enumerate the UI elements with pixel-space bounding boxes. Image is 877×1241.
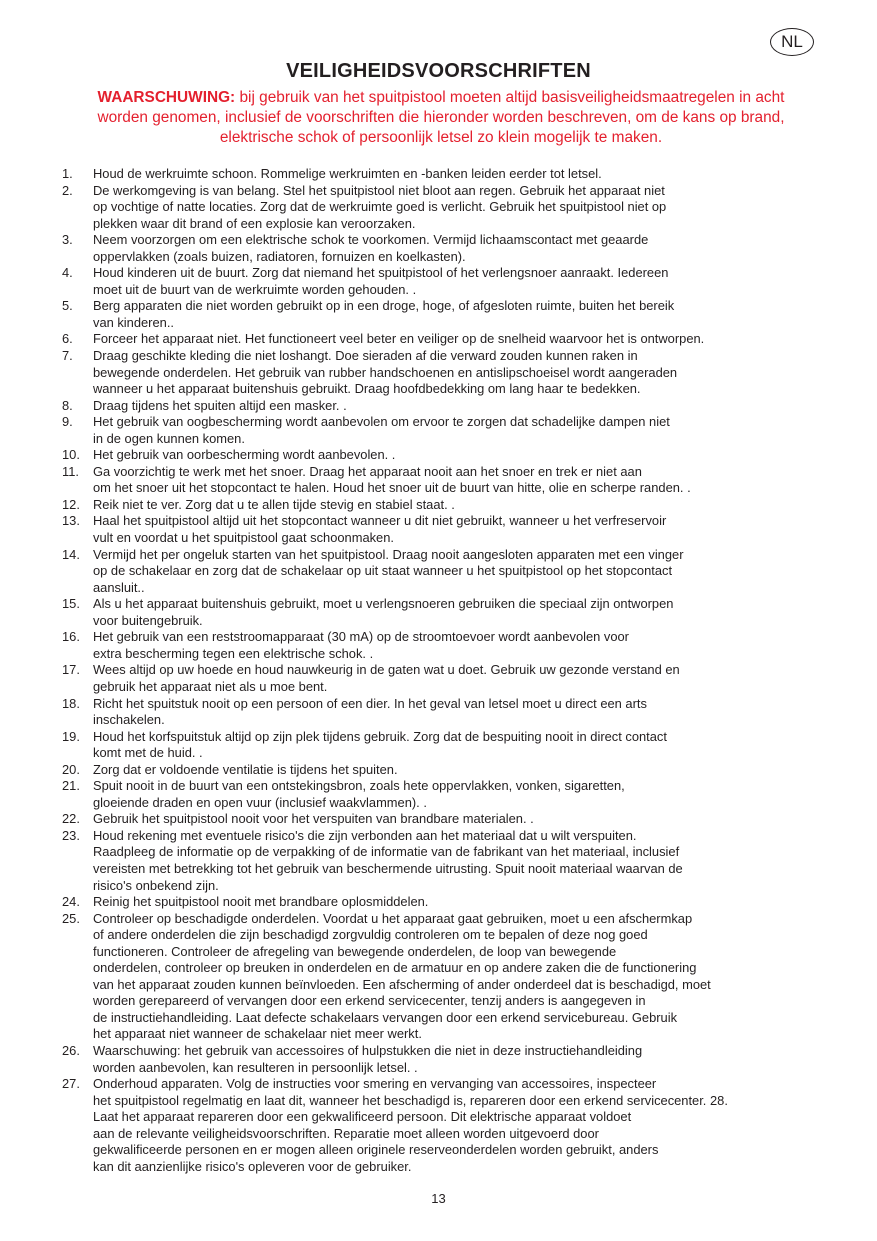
- list-item: [62, 447, 822, 464]
- list-item-line: Laat het apparaat repareren door een gekwalificeerd persoon. Dit elektrische apparaat voldoet: [93, 1109, 632, 1125]
- list-item-text: [93, 166, 822, 183]
- list-item-text: [93, 696, 822, 729]
- list-item-number: 2.: [62, 182, 73, 198]
- list-item-line: kan dit aanzienlijke risico's opleveren voor de gebruiker.: [93, 1158, 412, 1174]
- list-item-line: gebruik het apparaat niet als u moe bent.: [93, 678, 328, 694]
- list-item: [62, 1076, 822, 1175]
- warning-line-3: elektrische schok of persoonlijk letsel zo klein mogelijk te maken.: [219, 129, 663, 146]
- list-item-line: op de schakelaar en zorg dat de schakelaar op uit staat wanneer u het spuitpistool op het stopcontact: [93, 563, 673, 579]
- list-item-number: 20.: [62, 761, 80, 777]
- list-item-number: 16.: [62, 629, 80, 645]
- warning-line-1-text: bij gebruik van het spuitpistool moeten altijd basisveiligheidsmaatregelen in acht: [235, 89, 785, 106]
- list-item-number: 7.: [62, 348, 73, 364]
- list-item: [62, 1043, 822, 1076]
- list-item-line: Berg apparaten die niet worden gebruikt op in een droge, hoge, of afgesloten ruimte, buiten het bereik: [93, 298, 675, 314]
- list-item-line: De werkomgeving is van belang. Stel het spuitpistool niet bloot aan regen. Gebruik het apparaat niet: [93, 182, 665, 198]
- list-item-line: Draag tijdens het spuiten altijd een masker. .: [93, 397, 347, 413]
- list-item-text: [93, 828, 822, 894]
- list-item-text: [93, 729, 822, 762]
- list-item-line: Reinig het spuitpistool nooit met brandbare oplosmiddelen.: [93, 894, 429, 910]
- list-item: [62, 662, 822, 695]
- list-item-number: 3.: [62, 232, 73, 248]
- list-item: [62, 828, 822, 894]
- list-item-number: 9.: [62, 414, 73, 430]
- list-item-line: extra bescherming tegen een elektrische schok. .: [93, 645, 374, 661]
- list-item: [62, 911, 822, 1043]
- list-item-line: de instructiehandleiding. Laat defecte schakelaars vervangen door een erkend servicebureau. Gebruik: [93, 1009, 678, 1025]
- page-title: VEILIGHEIDSVOORSCHRIFTEN: [286, 60, 591, 82]
- list-item-line: van het apparaat zouden kunnen beïnvloeden. Een afscherming of ander onderdeel dat is beschadigd, moet: [93, 976, 711, 992]
- list-item: [62, 513, 822, 546]
- list-item: [62, 298, 822, 331]
- list-item: [62, 778, 822, 811]
- list-item: [62, 762, 822, 779]
- list-item-text: [93, 298, 822, 331]
- list-item-line: bewegende onderdelen. Het gebruik van rubber handschoenen en antislipschoeisel wordt aangeraden: [93, 364, 678, 380]
- list-item-text: [93, 398, 822, 415]
- list-item-text: [93, 894, 822, 911]
- list-item-line: gloeiende draden en open vuur (inclusief waakvlammen). .: [93, 794, 427, 810]
- list-item-line: onderdelen, controleer op breuken in onderdelen en de armatuur en op andere zaken die de functionering: [93, 960, 697, 976]
- list-item-line: komt met de huid. .: [93, 745, 203, 761]
- list-item-number: 5.: [62, 298, 73, 314]
- list-item-text: [93, 348, 822, 398]
- list-item-line: het apparaat niet wanneer de schakelaar niet meer werkt.: [93, 1026, 422, 1042]
- page-number: 13: [431, 1191, 446, 1206]
- list-item-line: Zorg dat er voldoende ventilatie is tijdens het spuiten.: [93, 761, 398, 777]
- list-item-line: Waarschuwing: het gebruik van accessoires of hulpstukken die niet in deze instructiehandleiding: [93, 1042, 643, 1058]
- list-item-number: 4.: [62, 265, 73, 281]
- list-item-line: oppervlakken (zoals buizen, radiatoren, fornuizen en koelkasten).: [93, 248, 466, 264]
- list-item-text: [93, 1043, 822, 1076]
- warning-lead: WAARSCHUWING:: [97, 89, 236, 106]
- list-item-line: of andere onderdelen die zijn beschadigd zorgvuldig controleren om te bepalen of deze nog goed: [93, 927, 648, 943]
- list-item-line: risico's onbekend zijn.: [93, 877, 219, 893]
- list-item: [62, 398, 822, 415]
- list-item: [62, 596, 822, 629]
- list-item-number: 17.: [62, 662, 80, 678]
- list-item: [62, 547, 822, 597]
- language-badge: NL: [770, 28, 814, 56]
- list-item-number: 13.: [62, 513, 80, 529]
- list-item-number: 10.: [62, 447, 80, 463]
- list-item-text: [93, 265, 822, 298]
- list-item-number: 19.: [62, 728, 80, 744]
- list-item: [62, 894, 822, 911]
- list-item-number: 22.: [62, 811, 80, 827]
- list-item-line: vereisten met betrekking tot het gebruik van beschermende uitrusting. Spuit nooit materiaal waarvan de: [93, 860, 683, 876]
- list-item-line: worden gerepareerd of vervangen door een erkend servicecenter, tenzij anders is aangegeven in: [93, 993, 646, 1009]
- list-item-number: 14.: [62, 546, 80, 562]
- list-item: [62, 497, 822, 514]
- list-item: [62, 696, 822, 729]
- list-item-number: 6.: [62, 331, 73, 347]
- list-item-text: [93, 596, 822, 629]
- list-item-number: 23.: [62, 827, 80, 843]
- list-item-line: Het gebruik van een reststroomapparaat (30 mA) op de stroomtoevoer wordt aanbevolen voor: [93, 629, 629, 645]
- list-item-text: [93, 1076, 822, 1175]
- list-item: [62, 331, 822, 348]
- list-item: [62, 464, 822, 497]
- list-item-line: Onderhoud apparaten. Volg de instructies voor smering en vervanging van accessoires, inspecteer: [93, 1076, 657, 1092]
- list-item-text: [93, 811, 822, 828]
- list-item-line: Gebruik het spuitpistool nooit voor het verspuiten van brandbare materialen. .: [93, 811, 534, 827]
- list-item-line: inschakelen.: [93, 712, 165, 728]
- list-item-line: Draag geschikte kleding die niet loshangt. Doe sieraden af die verward zouden kunnen raken in: [93, 348, 638, 364]
- list-item-line: gekwalificeerde personen en er mogen alleen originele reserveonderdelen worden gebruikt, anders: [93, 1142, 659, 1158]
- list-item-text: [93, 547, 822, 597]
- list-item-text: [93, 513, 822, 546]
- list-item-number: 1.: [62, 166, 73, 181]
- list-item-line: Houd kinderen uit de buurt. Zorg dat niemand het spuitpistool of het verlengsnoer aanraakt. Iedereen: [93, 265, 669, 281]
- list-item-line: Forceer het apparaat niet. Het functioneert veel beter en veiliger op de snelheid waarvoor het is ontworpen.: [93, 331, 705, 347]
- list-item-text: [93, 762, 822, 779]
- list-item: [62, 729, 822, 762]
- list-item-text: [93, 447, 822, 464]
- list-item-line: worden aanbevolen, kan resulteren in persoonlijk letsel. .: [93, 1059, 418, 1075]
- list-item-text: [93, 629, 822, 662]
- list-item: [62, 414, 822, 447]
- list-item: [62, 265, 822, 298]
- list-item-text: [93, 414, 822, 447]
- list-item-number: 8.: [62, 397, 73, 413]
- list-item-line: aansluit..: [93, 579, 145, 595]
- list-item-text: [93, 662, 822, 695]
- list-item-line: voor buitengebruik.: [93, 612, 203, 628]
- list-item-line: moet uit de buurt van de werkruimte worden gehouden. .: [93, 281, 417, 297]
- list-item-line: om het snoer uit het stopcontact te halen. Houd het snoer uit de buurt van hitte, olie en scherpe randen. .: [93, 480, 691, 496]
- warning-line-2: worden genomen, inclusief de voorschriften die hieronder worden beschreven, om de kans op brand,: [97, 109, 785, 126]
- list-item-text: [93, 778, 822, 811]
- list-item-line: aan de relevante veiligheidsvoorschriften. Reparatie moet alleen worden uitgevoerd door: [93, 1125, 599, 1141]
- list-item-line: Houd het korfspuitstuk altijd op zijn plek tijdens gebruik. Zorg dat de bespuiting nooit in direct contact: [93, 728, 667, 744]
- list-item-text: [93, 497, 822, 514]
- list-item-number: 11.: [62, 463, 79, 479]
- list-item-number: 12.: [62, 496, 80, 512]
- list-item-number: 24.: [62, 894, 80, 910]
- safety-rules-list: [62, 166, 822, 1175]
- list-item-line: Raadpleeg de informatie op de verpakking of de informatie van de fabrikant van het materiaal, inclusief: [93, 844, 680, 860]
- list-item-line: Neem voorzorgen om een elektrische schok te voorkomen. Vermijd lichaamscontact met geaarde: [93, 232, 649, 248]
- list-item-line: Als u het apparaat buitenshuis gebruikt, moet u verlengsnoeren gebruiken die speciaal zijn ontworpen: [93, 596, 674, 612]
- list-item-line: het spuitpistool regelmatig en laat dit, wanneer het beschadigd is, repareren door een erkend servicecenter. 28.: [93, 1092, 728, 1108]
- list-item-line: Vermijd het per ongeluk starten van het spuitpistool. Draag nooit aangesloten apparaten met een vinger: [93, 546, 684, 562]
- list-item: [62, 629, 822, 662]
- list-item-number: 21.: [62, 778, 80, 794]
- list-item: [62, 232, 822, 265]
- list-item-line: Reik niet te ver. Zorg dat u te allen tijde stevig en stabiel staat. .: [93, 496, 455, 512]
- list-item-line: functioneren. Controleer de afregeling van bewegende onderdelen, de loop van bewegende: [93, 943, 617, 959]
- list-item-line: wanneer u het apparaat buitenshuis gebruikt. Draag hoofdbedekking om lang haar te bedekken.: [93, 381, 641, 397]
- list-item-line: Het gebruik van oorbescherming wordt aanbevolen. .: [93, 447, 396, 463]
- list-item: [62, 348, 822, 398]
- list-item-number: 26.: [62, 1042, 80, 1058]
- list-item-line: vult en voordat u het spuitpistool gaat schoonmaken.: [93, 530, 394, 546]
- list-item-line: in de ogen kunnen komen.: [93, 430, 245, 446]
- list-item: [62, 183, 822, 233]
- list-item-line: van kinderen..: [93, 314, 174, 330]
- list-item-number: 18.: [62, 695, 80, 711]
- list-item: [62, 166, 822, 183]
- list-item-text: [93, 911, 822, 1043]
- list-item-number: 27.: [62, 1076, 80, 1092]
- list-item-number: 15.: [62, 596, 80, 612]
- list-item-line: Het gebruik van oogbescherming wordt aanbevolen om ervoor te zorgen dat schadelijke dampen niet: [93, 414, 670, 430]
- list-item-text: [93, 183, 822, 233]
- list-item-line: Spuit nooit in de buurt van een ontstekingsbron, zoals hete oppervlakken, vonken, sigaretten,: [93, 778, 625, 794]
- list-item-text: [93, 464, 822, 497]
- list-item-line: Controleer op beschadigde onderdelen. Voordat u het apparaat gaat gebruiken, moet u een afschermkap: [93, 910, 693, 926]
- list-item-line: Haal het spuitpistool altijd uit het stopcontact wanneer u dit niet gebruikt, wanneer u het verfreservoir: [93, 513, 667, 529]
- list-item: [62, 811, 822, 828]
- warning-line-1: [62, 88, 820, 108]
- list-item-line: Houd de werkruimte schoon. Rommelige werkruimten en -banken leiden eerder tot letsel.: [93, 166, 602, 181]
- list-item-number: 25.: [62, 910, 80, 926]
- list-item-line: plekken waar dit brand of een explosie kan veroorzaken.: [93, 215, 416, 231]
- list-item-text: [93, 331, 822, 348]
- list-item-line: Ga voorzichtig te werk met het snoer. Draag het apparaat nooit aan het snoer en trek er niet aan: [93, 463, 642, 479]
- list-item-line: Wees altijd op uw hoede en houd nauwkeurig in de gaten wat u doet. Gebruik uw gezonde verstand en: [93, 662, 680, 678]
- list-item-line: Houd rekening met eventuele risico's die zijn verbonden aan het materiaal dat u wilt verspuiten.: [93, 827, 637, 843]
- list-item-line: Richt het spuitstuk nooit op een persoon of een dier. In het geval van letsel moet u direct een arts: [93, 695, 647, 711]
- warning-paragraph: [62, 88, 820, 148]
- list-item-text: [93, 232, 822, 265]
- list-item-line: op vochtige of natte locaties. Zorg dat de werkruimte goed is verlicht. Gebruik het spuitpistool niet op: [93, 199, 667, 215]
